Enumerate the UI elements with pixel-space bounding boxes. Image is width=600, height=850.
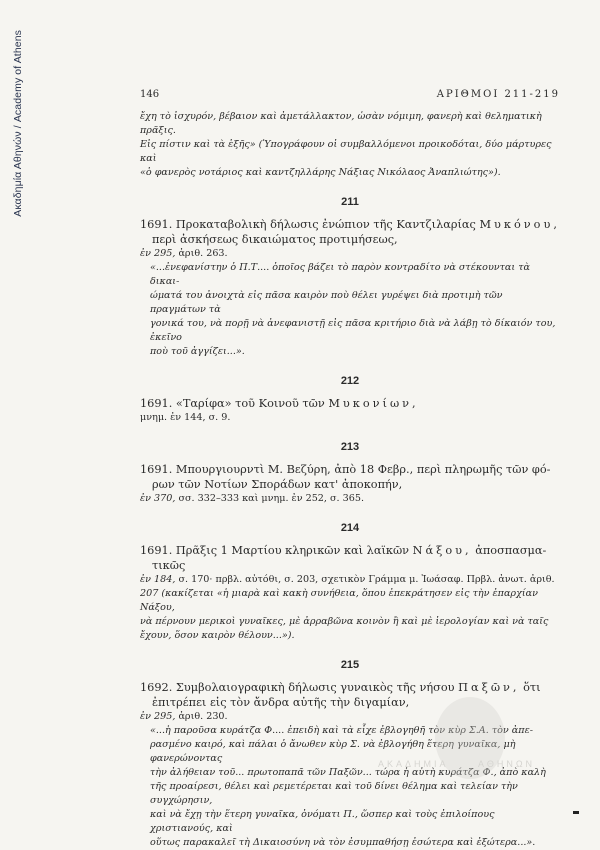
entry-quote	[140, 587, 560, 643]
entry-title	[140, 462, 560, 492]
entry-reference	[140, 573, 560, 587]
ref-detail: σ. 170· πρβλ. αὐτόθι, σ. 203, σχετικὸν Γράμμα μ. Ἰωάσαφ. Πρβλ. ἀνωτ. ἀριθ.	[175, 574, 555, 585]
entry-number: 215	[340, 659, 360, 671]
title-text: ὅτι	[519, 681, 541, 694]
title-text: ρων τῶν Νοτίων Σποράδων κατ' ἀποκοπήν,	[152, 478, 403, 491]
place-name: Μυκόνου,	[479, 218, 560, 231]
intro-paragraph	[140, 110, 560, 180]
ref-source: ἐν 295,	[140, 711, 176, 722]
title-text: 1692. Συμβολαιογραφικὴ δήλωσις γυναικὸς τῆς νήσου	[140, 681, 459, 694]
quote-line: ἔχουν, ὅσον καιρὸν θέλουν...»).	[140, 630, 295, 641]
quote-line: καὶ νὰ ἔχῃ τὴν ἕτερη γυναῖκα, ὀνόματι Π., ὥσπερ καὶ τοὺς ἐπιλοίπους χριστιανούς, καὶ	[150, 809, 495, 834]
quote-line: 207 (κακίζεται «ἡ μιαρὰ καὶ κακὴ συνήθεια, ὅπου ἐπεκράτησεν εἰς τὴν ἐπαρχίαν Νάξου,	[140, 588, 538, 613]
entry-reference	[140, 492, 560, 506]
academy-watermark	[330, 697, 570, 787]
title-text: 1691. Μπουργιουρντὶ Μ. Βεζύρη, ἀπὸ 18 Φεβρ., περὶ πληρωμῆς τῶν φό-	[140, 463, 551, 476]
page-mark	[573, 811, 579, 814]
title-text: τικῶς	[152, 559, 186, 572]
quote-line: γονικά του, νὰ πορῇ νὰ ἀνεφανιστῇ εἰς πᾶσα κριτήριο διὰ νὰ λάβῃ τὸ δίκαιόν του, ἐκεῖνο	[150, 318, 556, 343]
ref-source: ἐν 184,	[140, 574, 176, 585]
place-name: Παξῶν,	[458, 681, 520, 694]
title-text: ἀποσπασμα-	[471, 544, 547, 557]
entry-number: 211	[341, 196, 359, 208]
title-text: ἐπιτρέπει εἰς τὸν ἄνδρα αὐτῆς τὴν διγαμίαν,	[152, 696, 410, 709]
entry-214	[140, 522, 560, 643]
quote-line: νὰ πέρνουν μερικοὶ γυναῖκες, μὲ ἀρραβῶνα κοινὸν ἢ καὶ μὲ ἱερολογίαν καὶ νὰ ταῖς	[140, 616, 549, 627]
entry-number: 212	[340, 375, 360, 387]
entry-title	[140, 217, 560, 247]
ref-detail: ἀριθ. 263.	[175, 248, 228, 259]
quote-line: «...ἐνεφανίστην ὁ Π.Τ.... ὁποῖος βάζει τὸ παρὸν κοντραδίτο νὰ στέκουνται τὰ δικαι-	[150, 262, 531, 287]
entry-reference: μνημ. ἐν 144, σ. 9.	[140, 412, 231, 423]
entry-number: 214	[340, 522, 360, 534]
quote-line: τῆς προαίρεσι, θέλει καὶ ρεμετέρεται καὶ τοῦ δίνει θέλημα καὶ τελείαν τὴν συγχώρησιν,	[150, 781, 518, 806]
quote-line: τὴν ἀλήθειαν τοῦ... πρωτοπαπᾶ τῶν Παξῶν... τώρα ἡ αὐτὴ κυράτζα Φ., ἀπὸ καλὴ	[150, 767, 546, 778]
ref-source: ἐν 370,	[140, 493, 176, 504]
ref-detail: ἀριθ. 230.	[175, 711, 228, 722]
entry-quote	[140, 261, 560, 359]
page-header	[140, 89, 560, 100]
quote-line: ώματά του ἀνοιχτὰ εἰς πᾶσα καιρὸν ποὺ θέλει γυρέψει διὰ προτιμὴ τῶν πραγμάτων τὰ	[150, 290, 503, 315]
ref-detail: σσ. 332–333 καὶ μνημ. ἐν 252, σ. 365.	[175, 493, 365, 504]
ref-source: ἐν 295,	[140, 248, 176, 259]
quote-line: οὕτως παρακαλεῖ τὴ Δικαιοσύνη νὰ τὸν ἐσυμπαθήσῃ ἐσώτερα καὶ ἐξώτερα...».	[150, 837, 536, 848]
page-number: 146	[140, 89, 160, 100]
place-name: Μυκονίων,	[328, 397, 419, 410]
title-text: περὶ ἀσκήσεως δικαιώματος προτιμήσεως,	[152, 233, 398, 246]
title-text: 1691. Προκαταβολικὴ δήλωσις ἐνώπιον τῆς Καντζιλαρίας	[140, 218, 480, 231]
quote-line: ποὺ τοῦ ἀγγίζει...».	[150, 346, 245, 357]
entry-213	[140, 441, 560, 506]
place-name: Νάξου,	[412, 544, 472, 557]
running-title: ΑΡΙΘΜΟΙ 211-219	[436, 89, 560, 100]
entry-212	[140, 375, 560, 425]
entry-211	[140, 196, 560, 359]
watermark-text: ΑΘΗΝΩΝ	[478, 759, 536, 769]
entry-title	[140, 543, 560, 573]
entry-number: 213	[340, 441, 360, 453]
intro-line: «ὁ φανερὸς νοτάριος καὶ καντζηλλάρης Νάξιας Νικόλαος Ἀναπλιώτης»).	[140, 167, 501, 178]
entry-reference	[140, 247, 560, 261]
intro-line: ἔχη τὸ ἰσχυρόν, βέβαιον καὶ ἀμετάλλακτον, ὡσὰν νόμιμη, φανερὴ καὶ θεληματικὴ πρᾶξις.	[140, 111, 542, 136]
archive-side-label: Ακαδημία Αθηνών / Academy of Athens	[12, 30, 24, 217]
quote-line: «...ἡ παροῦσα κυράτζα Φ.... ἐπειδὴ καὶ τὰ εἶχε ἐβλογηθῆ τὸν κὺρ Σ.Α. τὸν ἀπε-	[150, 725, 533, 736]
quote-line: ρασμένο καιρό, καὶ πάλαι ὁ ἄνωθεν κὺρ Σ. νὰ ἐβλογήθη ἕτερη γυναῖκα, μὴ φανερώνοντας	[150, 739, 516, 764]
title-text: 1691. Πρᾶξις 1 Μαρτίου κληρικῶν καὶ λαϊκῶν	[140, 544, 413, 557]
entry-title	[140, 396, 560, 411]
watermark-text: ΑΚΑΔΗΜΙΑ	[378, 759, 449, 769]
intro-line: Εἰς πίστιν καὶ τὰ ἑξῆς» (Ὑπογράφουν οἱ συμβαλλόμενοι προικοδόται, δύο μάρτυρες καὶ	[140, 139, 552, 164]
title-text: 1691. «Ταρίφα» τοῦ Κοινοῦ τῶν	[140, 397, 329, 410]
